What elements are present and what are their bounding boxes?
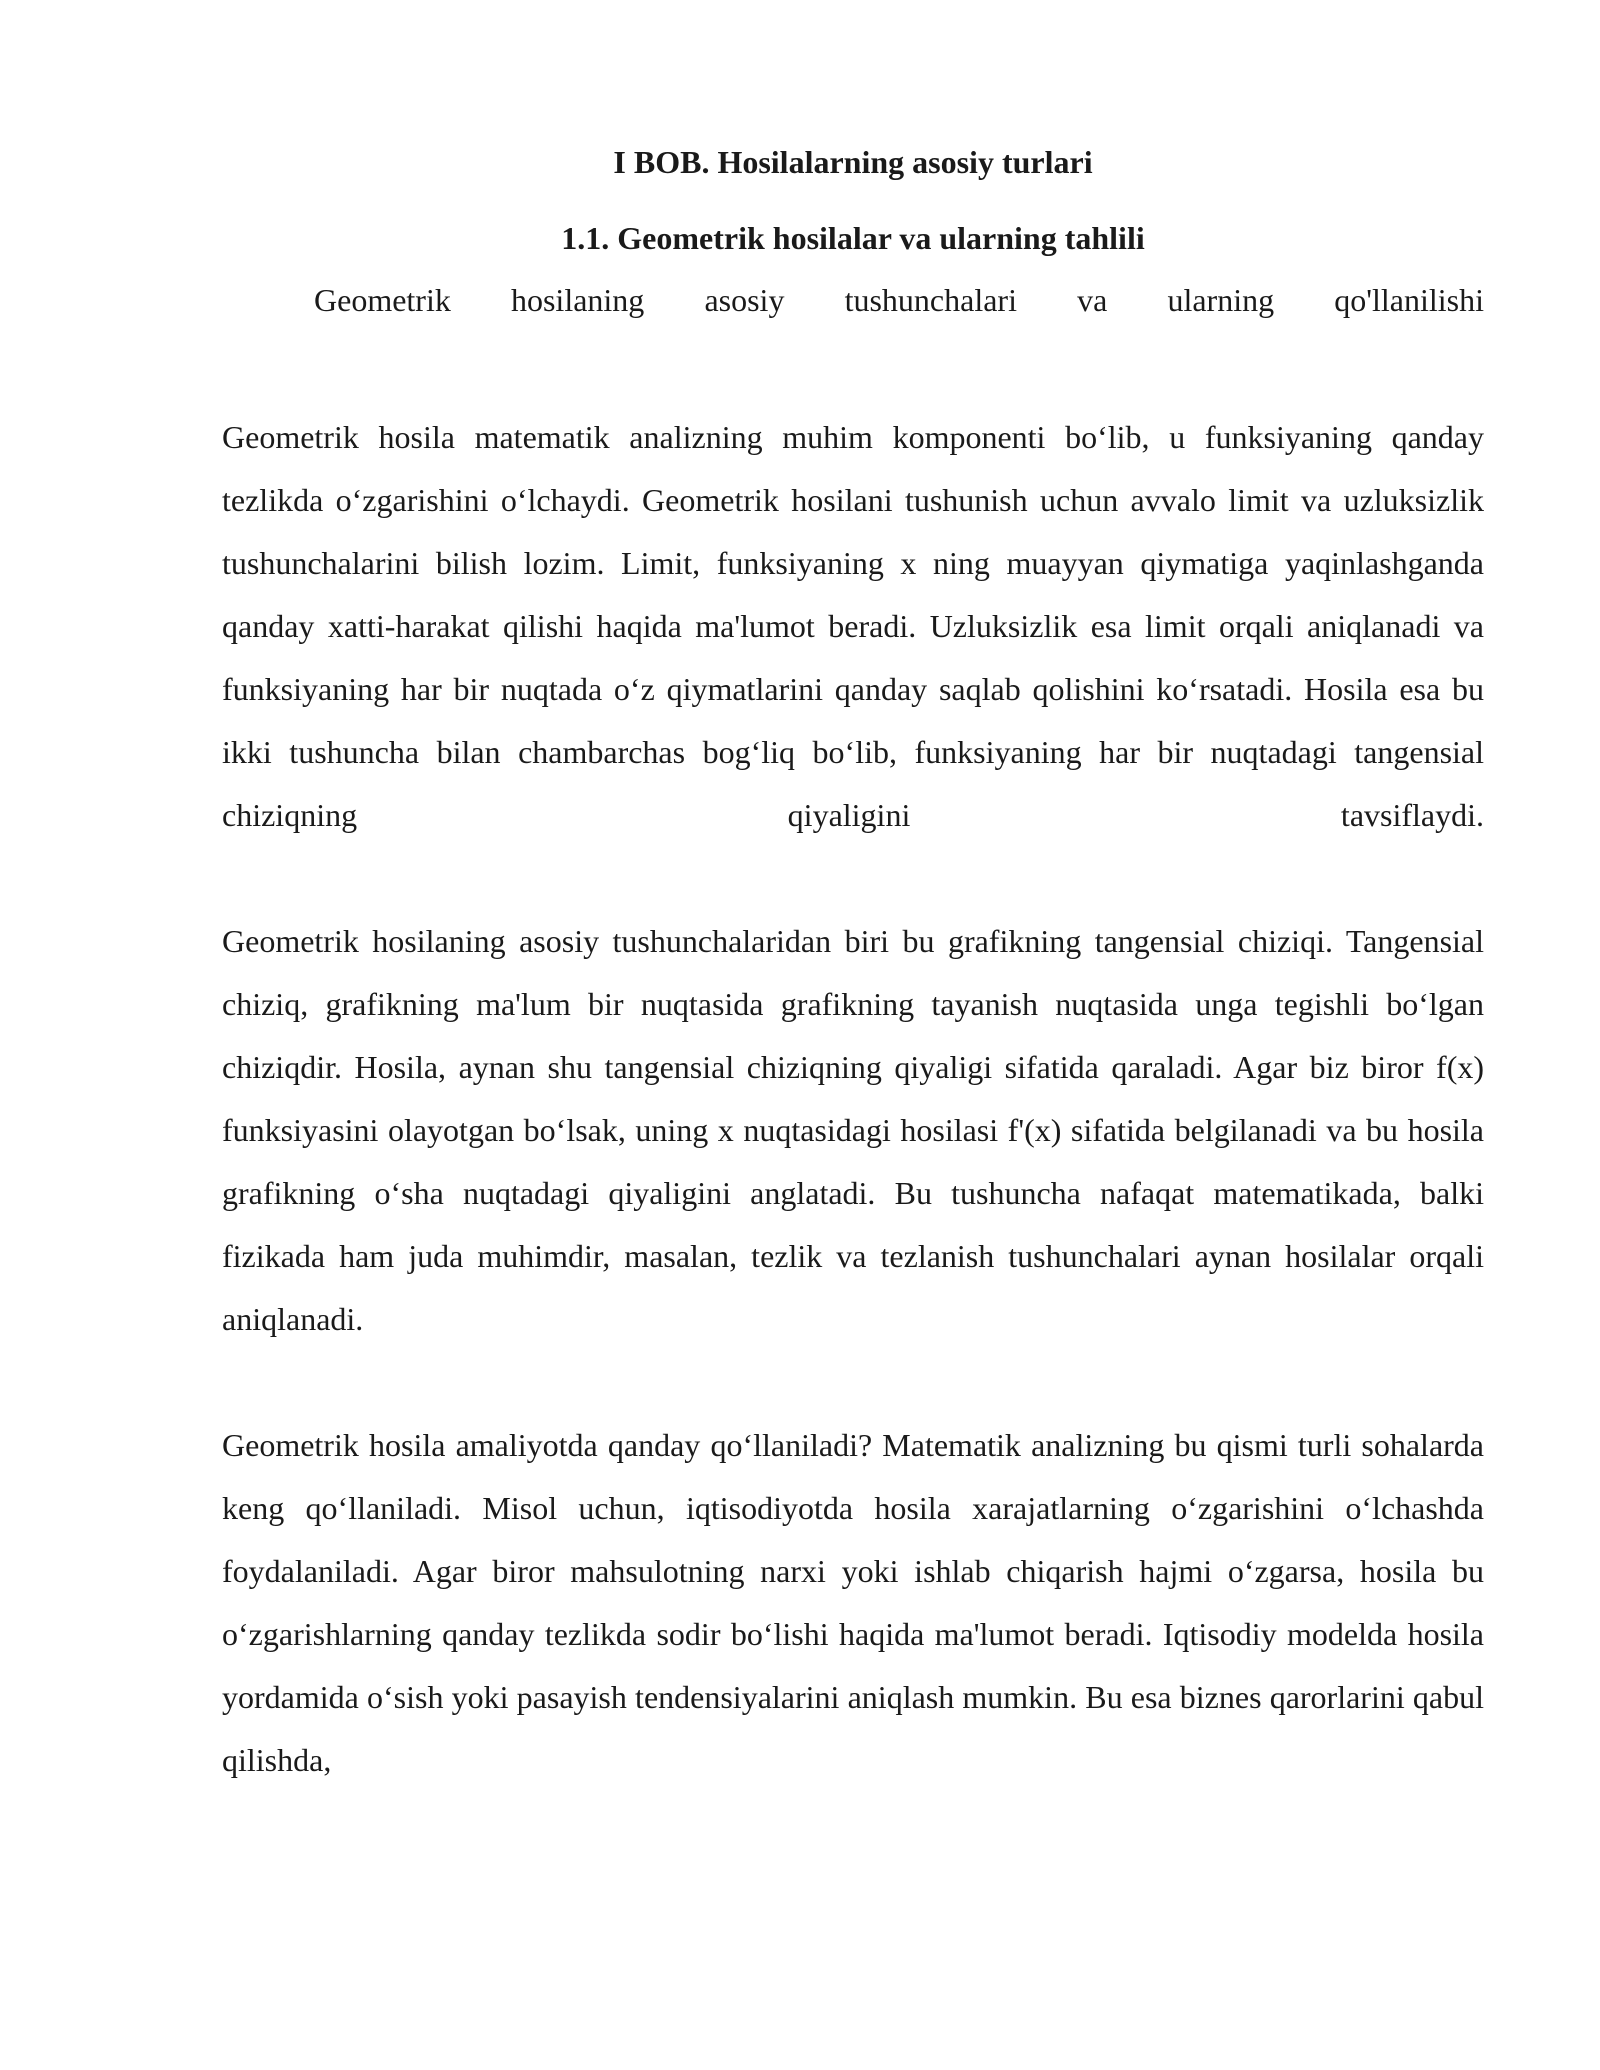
page-content — [222, 142, 1484, 1792]
paragraph-1: Geometrik hosila matematik analizning muhim komponenti bo‘lib, u funksiyaning qanday tezlikda o‘zgarishini o‘lchaydi. Geometrik hosilani tushunish uchun avvalo limit va uzluksizlik tushunchalarini bilish lozim. Limit, funksiyaning x ning muayyan qiymatiga yaqinlashganda qanday xatti-harakat qilishi haqida ma'lumot beradi. Uzluksizlik esa limit orqali aniqlanadi va funksiyaning har bir nuqtada o‘z qiymatlarini qanday saqlab qolishini ko‘rsatadi. Hosila esa bu ikki tushuncha bilan chambarchas bog‘liq bo‘lib, funksiyaning har bir nuqtadagi tangensial chiziqning qiyaligini tavsiflaydi. — [222, 419, 1484, 833]
paragraph-3: Geometrik hosila amaliyotda qanday qo‘llaniladi? Matematik analizning bu qismi turli sohalarda keng qo‘llaniladi. Misol uchun, iqtisodiyotda hosila xarajatlarning o‘zgarishini o‘lchashda foydalaniladi. Agar biror mahsulotning narxi yoki ishlab chiqarish hajmi o‘zgarsa, hosila bu o‘zgarishlarning qanday tezlikda sodir bo‘lishi haqida ma'lumot beradi. Iqtisodiy modelda hosila yordamida o‘sish yoki pasayish tendensiyalarini aniqlash mumkin. Bu esa biznes qarorlarini qabul qilishda, — [222, 1427, 1484, 1778]
spacer — [222, 320, 1484, 406]
chapter-title: I BOB. Hosilalarning asosiy turlari — [613, 144, 1093, 180]
subheading: Geometrik hosilaning asosiy tushunchalari va ularning qo'llanilishi — [314, 282, 1484, 318]
paragraph-2: Geometrik hosilaning asosiy tushunchalaridan biri bu grafikning tangensial chiziqi. Tangensial chiziq, grafikning ma'lum bir nuqtasida grafikning tayanish nuqtasida unga tegishli bo‘lgan chiziqdir. Hosila, aynan shu tangensial chiziqning qiyaligi sifatida qaraladi. Agar biz biror f(x) funksiyasini olayotgan bo‘lsak, uning x nuqtasidagi hosilasi f'(x) sifatida belgilanadi va bu hosila grafikning o‘sha nuqtadagi qiyaligini anglatadi. Bu tushuncha nafaqat matematikada, balki fizikada ham juda muhimdir, masalan, tezlik va tezlanish tushunchalari aynan hosilalar orqali aniqlanadi. — [222, 923, 1484, 1337]
paragraph-gap — [222, 1351, 1484, 1414]
paragraph-gap — [222, 847, 1484, 910]
section-title: 1.1. Geometrik hosilalar va ularning tahlili — [561, 220, 1145, 256]
